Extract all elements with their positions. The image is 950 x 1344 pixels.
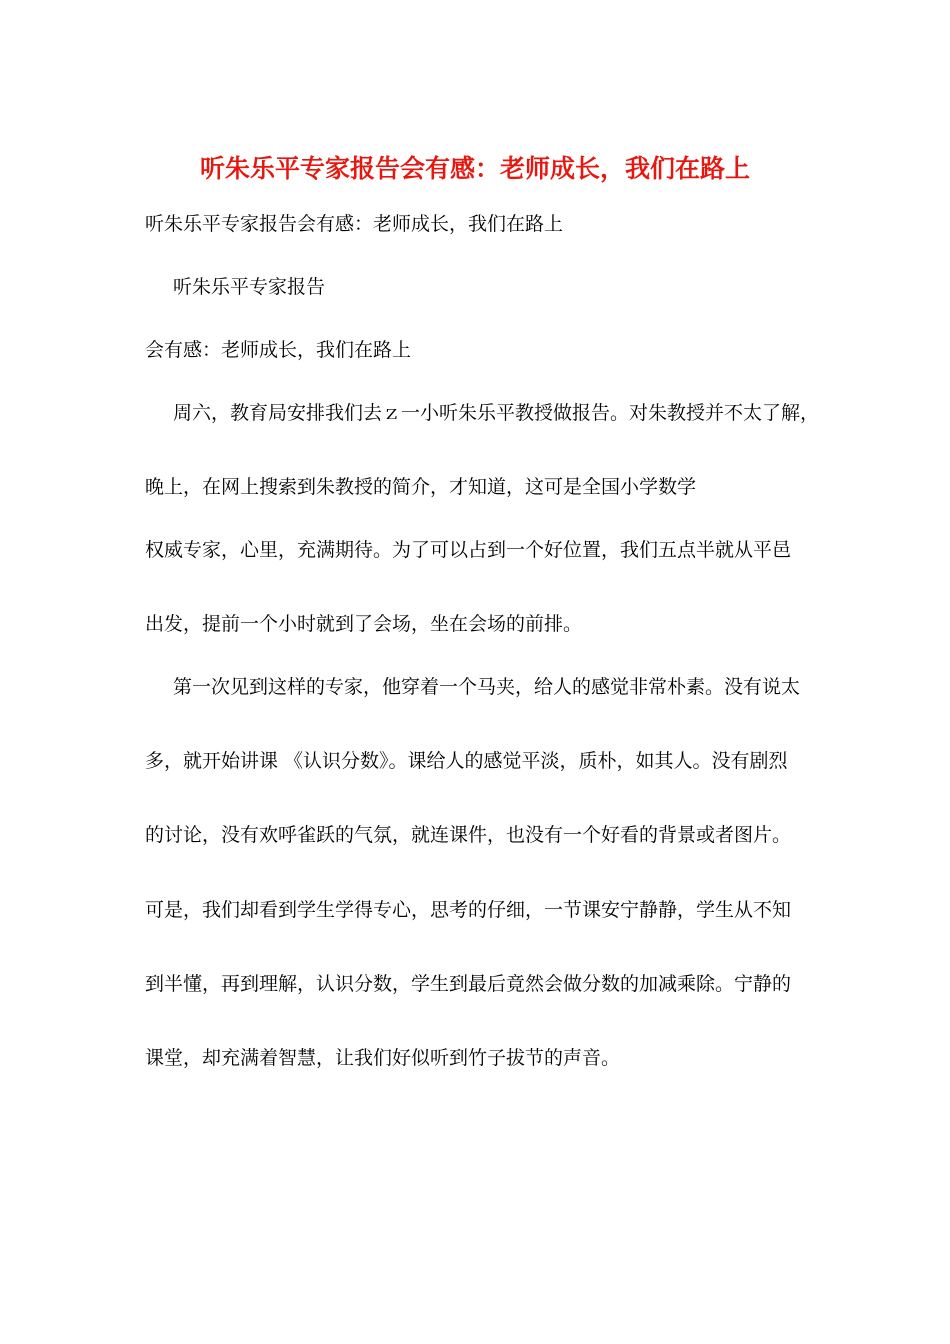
paragraph-2-line-5: 到半懂，再到理解，认识分数，学生到最后竟然会做分数的加减乘除。宁静的 bbox=[145, 973, 792, 995]
paragraph-2-line-3: 的讨论，没有欢呼雀跃的气氛，就连课件，也没有一个好看的背景或者图片。 bbox=[145, 824, 792, 846]
paragraph-1-line-2: 晚上，在网上搜索到朱教授的简介，才知道，这可是全国小学数学 bbox=[145, 476, 697, 498]
paragraph-1-line-1: 周六，教育局安排我们去ｚ一小听朱乐平教授做报告。对朱教授并不太了解， bbox=[173, 402, 820, 424]
paragraph-2-line-1: 第一次见到这样的专家，他穿着一个马夹，给人的感觉非常朴素。没有说太 bbox=[173, 676, 801, 698]
paragraph-2-line-4: 可是，我们却看到学生学得专心，思考的仔细，一节课安宁静静，学生从不知 bbox=[145, 899, 792, 921]
paragraph-2-line-2: 多，就开始讲课 《认识分数》。课给人的感觉平淡，质朴，如其人。没有剧烈 bbox=[145, 750, 788, 772]
paragraph-1-line-3: 权威专家，心里，充满期待。为了可以占到一个好位置，我们五点半就从平邑 bbox=[145, 539, 792, 561]
paragraph-1-line-4: 出发，提前一个小时就到了会场，坐在会场的前排。 bbox=[145, 613, 583, 635]
heading-line-2: 会有感：老师成长，我们在路上 bbox=[145, 339, 412, 361]
subtitle-line: 听朱乐平专家报告会有感：老师成长，我们在路上 bbox=[145, 213, 564, 235]
heading-line-1: 听朱乐平专家报告 bbox=[173, 276, 326, 298]
paragraph-2-line-6: 课堂，却充满着智慧，让我们好似听到竹子拔节的声音。 bbox=[145, 1047, 621, 1069]
document-title: 听朱乐平专家报告会有感：老师成长，我们在路上 bbox=[199, 154, 750, 183]
